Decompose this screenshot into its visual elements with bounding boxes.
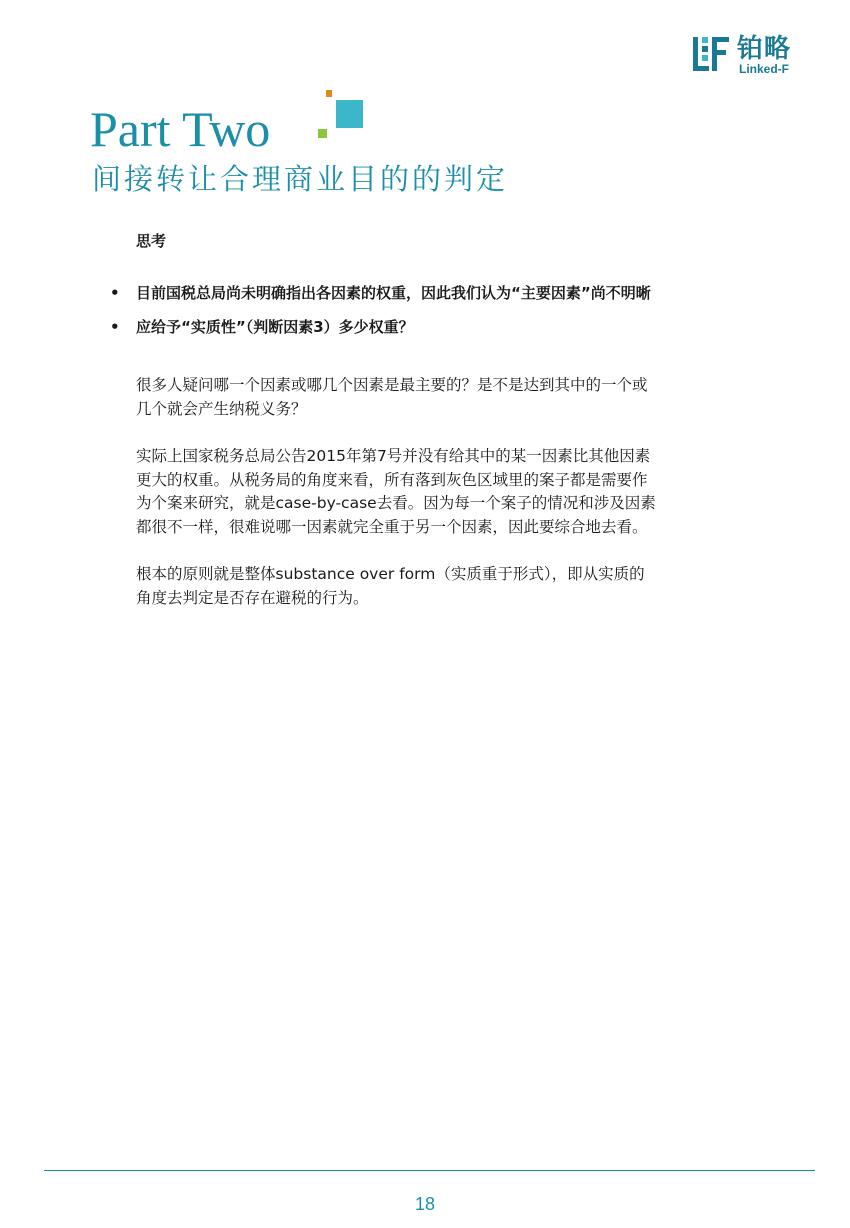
logo-name-en: Linked-F xyxy=(739,62,789,76)
paragraph-line: 几个就会产生纳税义务？ xyxy=(136,399,307,418)
bullet-text: 目前国税总局尚未明确指出各因素的权重，因此我们认为“主要因素”尚不明晰 xyxy=(136,284,651,302)
paragraph-principle xyxy=(136,563,736,610)
bullet-item xyxy=(108,316,651,338)
paragraph-line: 角度去判定是否存在避税的行为。 xyxy=(136,588,369,607)
paragraph-line: 根本的原则就是整体substance over form（实质重于形式），即从实质的 xyxy=(136,565,645,583)
paragraph-line: 很多人疑问哪一个因素或哪几个因素是最主要的？是不是达到其中的一个或 xyxy=(136,376,648,394)
paragraph-line: 实际上国家税务总局公告2015年第7号并没有给其中的某一因素比其他因素 xyxy=(136,447,651,465)
bullet-dot-icon: • xyxy=(110,318,120,336)
bullet-item xyxy=(108,282,651,304)
logo-name-cn: 铂略 xyxy=(737,34,792,64)
bullet-text: 应给予“实质性”（判断因素3）多少权重？ xyxy=(136,318,414,336)
paragraph-explanation xyxy=(136,445,736,539)
decorative-squares-icon xyxy=(316,88,366,146)
bullet-list xyxy=(108,282,651,350)
footer-divider xyxy=(44,1170,815,1171)
section-heading: 思考 xyxy=(136,232,167,250)
paragraph-line: 为个案来研究，就是case-by-case去看。因为每一个案子的情况和涉及因素 xyxy=(136,494,656,512)
body-text xyxy=(136,374,736,634)
paragraph-line: 都很不一样，很难说哪一因素就完全重于另一个因素，因此要综合地去看。 xyxy=(136,517,648,536)
part-subtitle: 间接转让合理商业目的的判定 xyxy=(92,162,509,196)
bullet-dot-icon: • xyxy=(110,284,120,302)
company-logo xyxy=(692,36,810,76)
paragraph-question xyxy=(136,374,736,421)
part-title: Part Two xyxy=(90,101,271,157)
page-number: 18 xyxy=(414,1194,436,1214)
logo-mark-icon xyxy=(692,36,732,74)
paragraph-line: 更大的权重。从税务局的角度来看，所有落到灰色区域里的案子都是需要作 xyxy=(136,470,648,489)
